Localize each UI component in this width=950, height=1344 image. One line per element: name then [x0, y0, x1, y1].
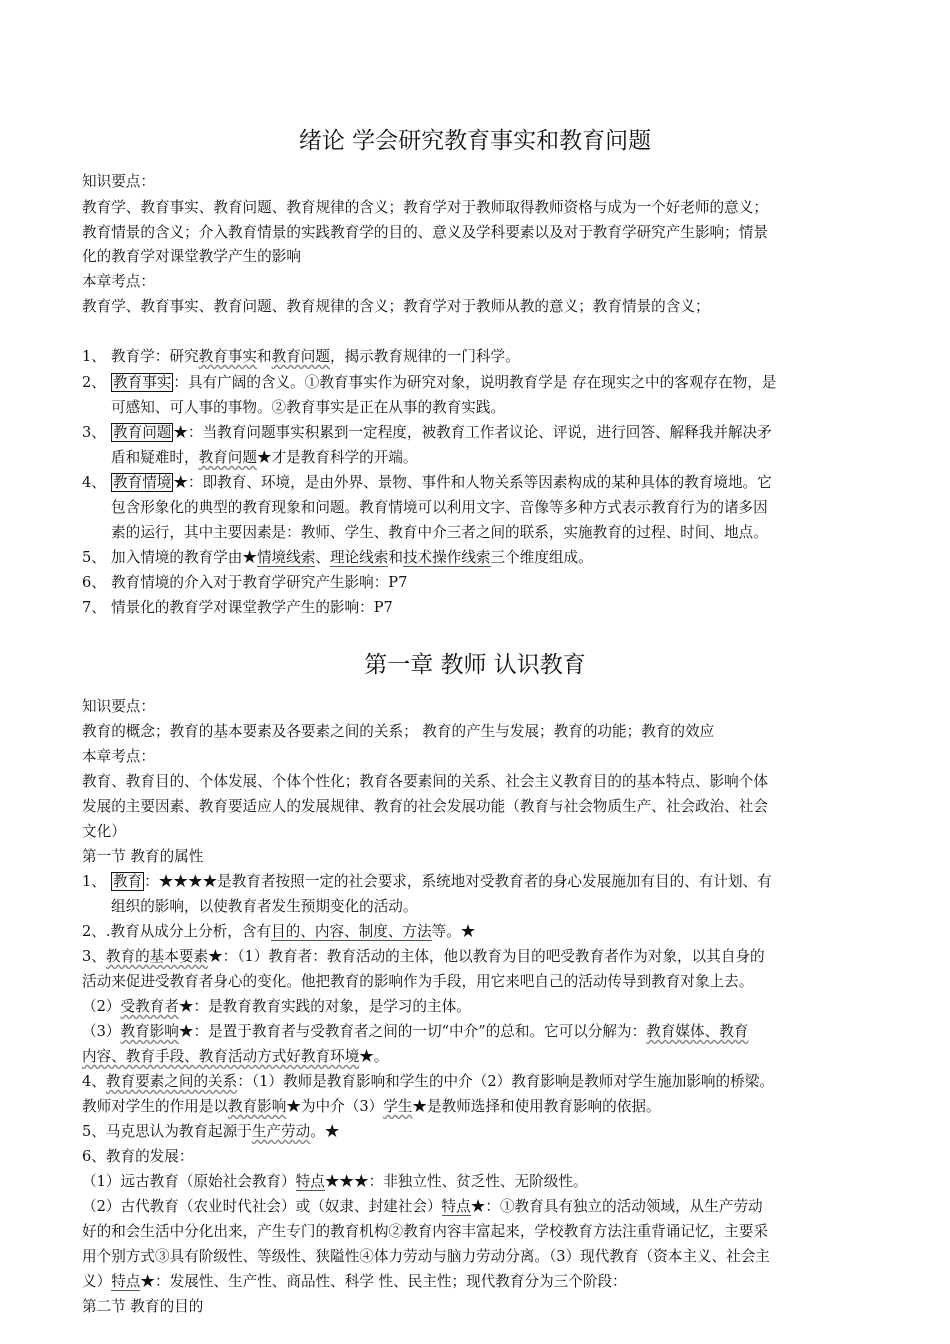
paragraph-line: （2）受教育者★：是教育教育实践的对象，是学习的主体。 — [82, 998, 471, 1015]
paragraph-line: 化的教育学对课堂教学产生的影响 — [82, 248, 301, 265]
paragraph-line: 文化） — [82, 823, 126, 840]
paragraph-line: 教师对学生的作用是以教育影响★为中介（3）学生★是教师选择和使用教育影响的依据。 — [82, 1098, 661, 1115]
list-item-cont: 盾和疑难时，教育问题★才是教育科学的开端。 — [111, 449, 418, 466]
paragraph-line: 内容、教育手段、教育活动方式好教育环境★。 — [82, 1048, 389, 1065]
paragraph-line: 教育、教育目的、个体发展、个体个性化；教育各要素间的关系、社会主义教育目的的基本特点、影响个体 — [82, 773, 768, 790]
paragraph-line: 教育情景的含义；介入教育情景的实践教育学的目的、意义及学科要素以及对于教育学研究产生影响；情景 — [82, 224, 768, 241]
paragraph-line: 3、教育的基本要素★：（1）教育者：教育活动的主体，他以教育为目的吧受教育者作为对象，以其自身的 — [82, 948, 765, 965]
item-number: 4、 — [82, 474, 106, 491]
list-item: 教育情境 ★：即教育、环境，是由外界、景物、事件和人物关系等因素构成的某种具体的教育境地。它 — [113, 474, 772, 491]
paragraph-line: 好的和会生活中分化出来，产生专门的教育机构②教育内容丰富起来，学校教育方法注重背诵记忆，主要采 — [82, 1223, 768, 1240]
list-item: 教育学：研究教育事实和教育问题，揭示教育规律的一门科学。 — [111, 348, 520, 365]
item-number: 2、 — [82, 374, 106, 391]
list-item: 教育事实 ：具有广阔的含义。①教育事实作为研究对象，说明教育学是 存在现实之中的客观存在物，是 — [113, 374, 777, 391]
list-item: 教育情境的介入对于教育学研究产生影响：P7 — [111, 574, 408, 591]
section-heading: 第二节 教育的目的 — [82, 1298, 204, 1315]
paragraph-line: （1）远古教育（原始社会教育）特点★★★：非独立性、贫乏性、无阶级性。 — [82, 1173, 588, 1190]
item-number: 1、 — [82, 873, 106, 890]
exam-label: 本章考点： — [82, 273, 155, 290]
paragraph-line: 教育的概念；教育的基本要素及各要素之间的关系； 教育的产生与发展；教育的功能；教育的效应 — [82, 723, 715, 740]
list-item: 情景化的教育学对课堂教学产生的影响：P7 — [111, 599, 393, 616]
list-item-cont: 组织的影响，以使教育者发生预期变化的活动。 — [111, 898, 418, 915]
paragraph-line: 教育学、教育事实、教育问题、教育规律的含义；教育学对于教师取得教师资格与成为一个好老师的意义； — [82, 199, 768, 216]
paragraph-line: （2）古代教育（农业时代社会）或（奴隶、封建社会）特点★：①教育具有独立的活动领域，从生产劳动 — [82, 1198, 763, 1215]
list-item-cont: 素的运行，其中主要因素是：教师、学生、教育中介三者之间的联系，实施教育的过程、时间、地点。 — [111, 524, 768, 541]
knowledge-label: 知识要点： — [82, 173, 155, 190]
item-number: 6、 — [82, 574, 106, 591]
item-number: 3、 — [82, 424, 106, 441]
paragraph-line: 教育学、教育事实、教育问题、教育规律的含义；教育学对于教师从教的意义；教育情景的含义； — [82, 298, 710, 315]
exam-label: 本章考点： — [82, 748, 155, 765]
paragraph-line: 用个别方式③具有阶级性、等级性、狭隘性④体力劳动与脑力劳动分离。（3）现代教育（资本主义、社会主 — [82, 1248, 770, 1265]
item-number: 5、 — [82, 549, 106, 566]
paragraph-line: 4、教育要素之间的关系：（1）教师是教育影响和学生的中介（2）教育影响是教师对学生施加影响的桥梁。 — [82, 1073, 774, 1090]
intro-title: 绪论 学会研究教育事实和教育问题 — [298, 128, 652, 154]
item-number: 7、 — [82, 599, 106, 616]
list-item: 教育问题 ★：当教育问题事实积累到一定程度，被教育工作者议论、评说，进行回答、解释我并解决矛 — [113, 424, 772, 441]
paragraph-line: 6、教育的发展： — [82, 1148, 194, 1165]
list-item: 加入情境的教育学由★情境线索、理论线索和技术操作线索三个维度组成。 — [111, 549, 593, 566]
section-heading: 第一节 教育的属性 — [82, 848, 204, 865]
knowledge-label: 知识要点： — [82, 698, 155, 715]
paragraph-line: 义）特点★：发展性、生产性、商品性、科学 性、民主性；现代教育分为三个阶段： — [82, 1273, 627, 1290]
item-number: 1、 — [82, 348, 106, 365]
list-item: 教育 ：★★★★是教育者按照一定的社会要求，系统地对受教育者的身心发展施加有目的、有计划、有 — [113, 873, 772, 890]
paragraph-line: 5、马克思认为教育起源于生产劳动。★ — [82, 1123, 340, 1140]
list-item-cont: 包含形象化的典型的教育现象和问题。教育情境可以利用文字、音像等多种方式表示教育行为的诸多因 — [111, 499, 768, 516]
list-item-cont: 可感知、可人事的事物。②教育事实是正在从事的教育实践。 — [111, 399, 506, 416]
paragraph-line: 活动来促进受教育者身心的变化。他把教育的影响作为手段，用它来吧自己的活动传导到教育对象上去。 — [82, 973, 754, 990]
paragraph-line: 2、.教育从成分上分析，含有目的、内容、制度、方法等。★ — [82, 923, 476, 940]
paragraph-line: 发展的主要因素、教育要适应人的发展规律、教育的社会发展功能（教育与社会物质生产、社会政治、社会 — [82, 798, 768, 815]
chapter-title: 第一章 教师 认识教育 — [364, 652, 586, 678]
paragraph-line: （3）教育影响★：是置于教育者与受教育者之间的一切“中介”的总和。它可以分解为：教育媒体、教育 — [82, 1023, 749, 1040]
